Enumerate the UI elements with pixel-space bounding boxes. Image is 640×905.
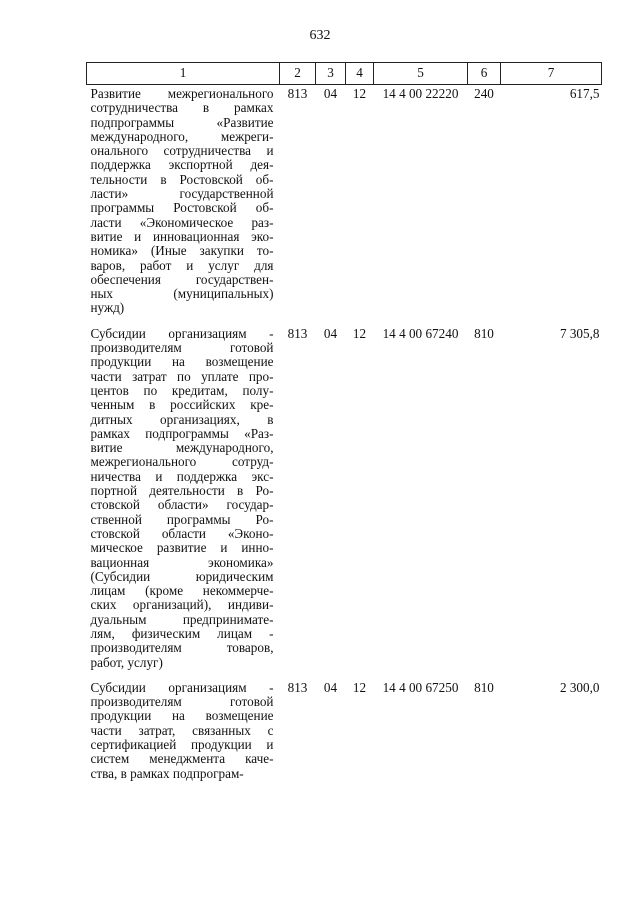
description-line: тельности в Ростовской об- (90, 171, 274, 187)
section-code: 04 (323, 325, 338, 341)
column-header-5: 5 (374, 63, 468, 85)
description-line: витие международного, (90, 440, 274, 456)
ministry-code: 813 (287, 679, 308, 695)
column-header-1: 1 (87, 63, 280, 85)
description-line: части затрат, связанных с (90, 722, 274, 738)
expense-type-code: 240 (474, 86, 494, 101)
description-line: производителям готовой (90, 694, 274, 710)
description-line: варов, работ и услуг для (90, 257, 274, 273)
description-line: рамках подпрограммы «Раз- (90, 425, 274, 441)
section-code: 04 (323, 679, 338, 695)
description-line: витие и инновационная эко- (90, 228, 274, 244)
target-article-code: 14 4 00 67250 (382, 679, 459, 695)
table-row (87, 85, 602, 316)
description-line: систем менеджмента каче- (90, 751, 274, 767)
target-article-code: 14 4 00 22220 (382, 86, 459, 101)
row-description (87, 85, 280, 316)
description-line: Развитие межрегионального (90, 86, 274, 101)
row-description (87, 670, 280, 781)
table-row (87, 670, 602, 781)
ministry-code: 813 (287, 325, 308, 341)
description-line: дитных организациях, в (90, 411, 274, 427)
description-line: портной деятельности в Ро- (90, 483, 274, 499)
table-row (87, 316, 602, 670)
description-line: Субсидии организациям - (90, 325, 274, 341)
description-line: мическое развитие и инно- (90, 540, 274, 556)
description-line: работ, услуг) (90, 654, 163, 670)
description-line: ства, в рамках подпрограм- (90, 765, 244, 781)
subsection-code: 12 (352, 679, 367, 695)
amount-value: 7 305,8 (559, 325, 600, 341)
description-line: стовской области «Эконо- (90, 525, 274, 541)
target-article-code: 14 4 00 67240 (382, 325, 459, 341)
column-header-3: 3 (316, 63, 346, 85)
description-line: подпрограммы «Развитие (90, 114, 274, 130)
description-line: производителям готовой (90, 340, 274, 356)
description-line: продукции на возмещение (90, 354, 274, 370)
description-line: сотрудничества в рамках (90, 100, 274, 116)
table-header-row (87, 63, 602, 85)
description-line: стовской области» государ- (90, 497, 274, 513)
description-line: международного, межреги- (90, 128, 274, 144)
column-header-6: 6 (468, 63, 501, 85)
description-line: онального сотрудничества и (90, 143, 274, 159)
budget-table (86, 62, 602, 781)
subsection-code: 12 (352, 325, 367, 341)
description-line: лицам (кроме некоммерче- (90, 583, 274, 599)
description-line: межрегионального сотруд- (90, 454, 274, 470)
description-line: лям, физическим лицам - (90, 625, 274, 641)
description-line: ственной программы Ро- (90, 511, 274, 527)
description-line: ных (муниципальных) (90, 286, 274, 302)
description-line: части затрат по уплате про- (90, 368, 274, 384)
description-line: Субсидии организациям - (90, 679, 274, 695)
description-line: (Субсидии юридическим (90, 568, 274, 584)
description-line: ласти» государственной (90, 186, 274, 202)
expense-type-code: 810 (474, 325, 494, 341)
description-line: вационная экономика» (90, 554, 274, 570)
expense-type-code: 810 (474, 679, 494, 695)
description-line: ласти «Экономическое раз- (90, 214, 274, 230)
section-code: 04 (323, 86, 338, 101)
description-line: номика» (Иные закупки то- (90, 243, 274, 259)
amount-value: 2 300,0 (559, 679, 600, 695)
subsection-code: 12 (352, 86, 367, 101)
description-line: сертификацией продукции и (90, 737, 274, 753)
description-line: нужд) (90, 300, 125, 316)
description-line: ских организаций), индиви- (90, 597, 274, 613)
description-line: ченным в российских кре- (90, 397, 274, 413)
description-line: производителям товаров, (90, 640, 274, 656)
row-description (87, 316, 280, 670)
column-header-4: 4 (346, 63, 374, 85)
description-line: поддержка экспортной дея- (90, 157, 274, 173)
amount-value: 617,5 (569, 86, 600, 101)
ministry-code: 813 (287, 86, 308, 101)
description-line: ничества и поддержка экс- (90, 468, 274, 484)
description-line: обеспечения государствен- (90, 271, 274, 287)
description-line: дуальным предпринимате- (90, 611, 274, 627)
column-header-2: 2 (280, 63, 316, 85)
description-line: центов по кредитам, полу- (90, 382, 274, 398)
column-header-7: 7 (501, 63, 602, 85)
description-line: продукции на возмещение (90, 708, 274, 724)
page-number: 632 (309, 28, 331, 43)
description-line: программы Ростовской об- (90, 200, 274, 216)
